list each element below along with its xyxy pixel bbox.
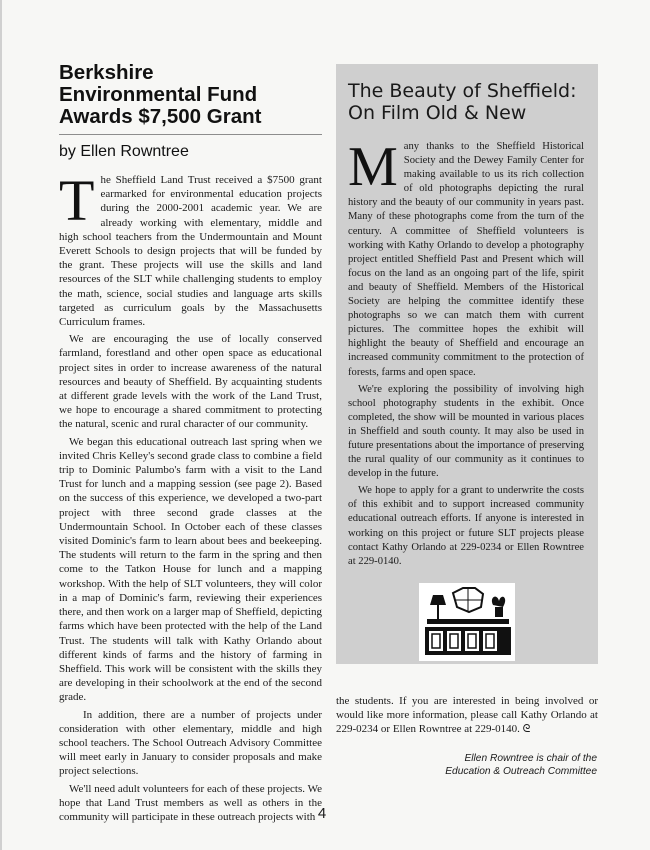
article-paragraph: We are encouraging the use of locally conserved farmland, forestland and other open space as educational project sites in order to increase awareness of the natural resources and beauty of Sheffield. By acquainting students at different grade levels with the work of the Land Trust, we hope to encourage a shared commitment to protecting the natural, scenic and rural character of our community. [59, 333, 322, 431]
sidebar-body [348, 136, 584, 569]
interior-scene-illustration [419, 583, 515, 661]
sidebar-title [348, 80, 584, 124]
article-paragraph [59, 168, 322, 329]
article-byline: by Ellen Rowntree [59, 143, 189, 160]
sidebar-box [336, 64, 598, 664]
article-body [59, 168, 322, 824]
drop-cap: M [348, 136, 398, 198]
article-headline [59, 62, 322, 128]
author-note: Ellen Rowntree is chair of the Education & Outreach Committee [445, 753, 597, 777]
drop-cap: T [59, 168, 95, 233]
sidebar-paragraph: We hope to apply for a grant to underwrite the costs of this exhibit and to support increased community educational outreach efforts. If anyone is interested in working on this project or future SLT projects please contact Kathy Orlando at 229-0234 or Ellen Rowntree at 229-0140. [348, 485, 584, 567]
headline-line: Environmental Fund [59, 83, 258, 106]
paragraph-text: he Sheffield Land Trust received a $7500 grant earmarked for environmental education projects during the 2000-2001 academic year. We are already working with elementary, middle and high school teachers from the Undermountain and Mount Everett Schools to design projects that will be funded by the grant. These projects will use the skills and land resources of the SLT while challenging students to employ the math, science, social studies and language arts skills targeted as curriculum goals by the Massachusetts Curriculum frames. [59, 174, 322, 329]
sidebar-paragraph [348, 136, 584, 380]
article-column [59, 62, 322, 827]
paragraph-text: any thanks to the Sheffield Historical Society and the Dewey Family Center for making available to us its rich collection of old photographs depicting the rural history and the beauty of our community in years past. Many of these photographs come from the turn of the century. A committee of Sheffield volunteers is working with Kathy Orlando to develop a photography project entitled Sheffield Past and Present which will focus on the land as an ongoing part of the life, spirit and beauty of Sheffield. Members of the Historical Society are helping the committee identify these photographs so we can match them with current pictures. The committee hopes the exhibit will highlight the beauty of Sheffield and encourage an increased community commitment to the protection of forests, farms and open space. [348, 141, 584, 378]
article-continuation [336, 694, 598, 737]
sidebar-paragraph: We're exploring the possibility of involving high school photography students in the exhibit. Once completed, the show will be mounted in various places in Sheffield and south county. It may also be used in future presentations about the importance of preserving the rural quality of our community as it continues to develop in the future. [348, 383, 584, 480]
headline-line: Berkshire [59, 61, 154, 84]
page-number: 4 [317, 805, 327, 822]
article-paragraph: We began this educational outreach last spring when we invited Chris Kelley's second grade class to combine a field trip to Dominic Palumbo's farm with a visit to the Land Trust for lunch and a mapping session (see page 2). Based on the success of this experience, we developed a two-part project with three second grade classes at the Undermountain School. In October each of these classes visited Dominic's farm to learn about bees and beekeeping. The students will return to the farm in the spring and then come to the Tatkon House for lunch and a mapping workshop. With the help of SLT volunteers, they will color in a map of Dominic's farm, reviewing their experiences there, and then work on a larger map of Sheffield, depicting farms which have been protected with the help of the Land Trust. The students will talk with Kathy Orlando about different kinds of farms and the history of farming in Sheffield. This work will be consistent with the skills they are developing in their schoolwork at the end of the second grade. [59, 435, 322, 704]
headline-line: Awards $7,500 Grant [59, 105, 262, 128]
continuation-paragraph [336, 694, 598, 737]
sidebar-title-line: On Film Old & New [348, 102, 527, 124]
sidebar-title-line: The Beauty of Sheffield: [348, 80, 577, 102]
article-paragraph: We'll need adult volunteers for each of these projects. We hope that Land Trust members as well as others in the community will participate in these outreach projects with [59, 782, 322, 823]
headline-divider [59, 134, 322, 135]
article-paragraph: In addition, there are a number of projects under consideration with other elementary, middle and high school teachers. The School Outreach Advisory Committee will meet early in January to consider proposals and make project selections. [59, 708, 322, 778]
paragraph-text: the students. If you are interested in being involved or would like more information, please call Kathy Orlando at 229-0234 or Ellen Rowntree at 229-0140. [336, 695, 598, 736]
end-mark-icon: ᘓ [522, 722, 531, 736]
